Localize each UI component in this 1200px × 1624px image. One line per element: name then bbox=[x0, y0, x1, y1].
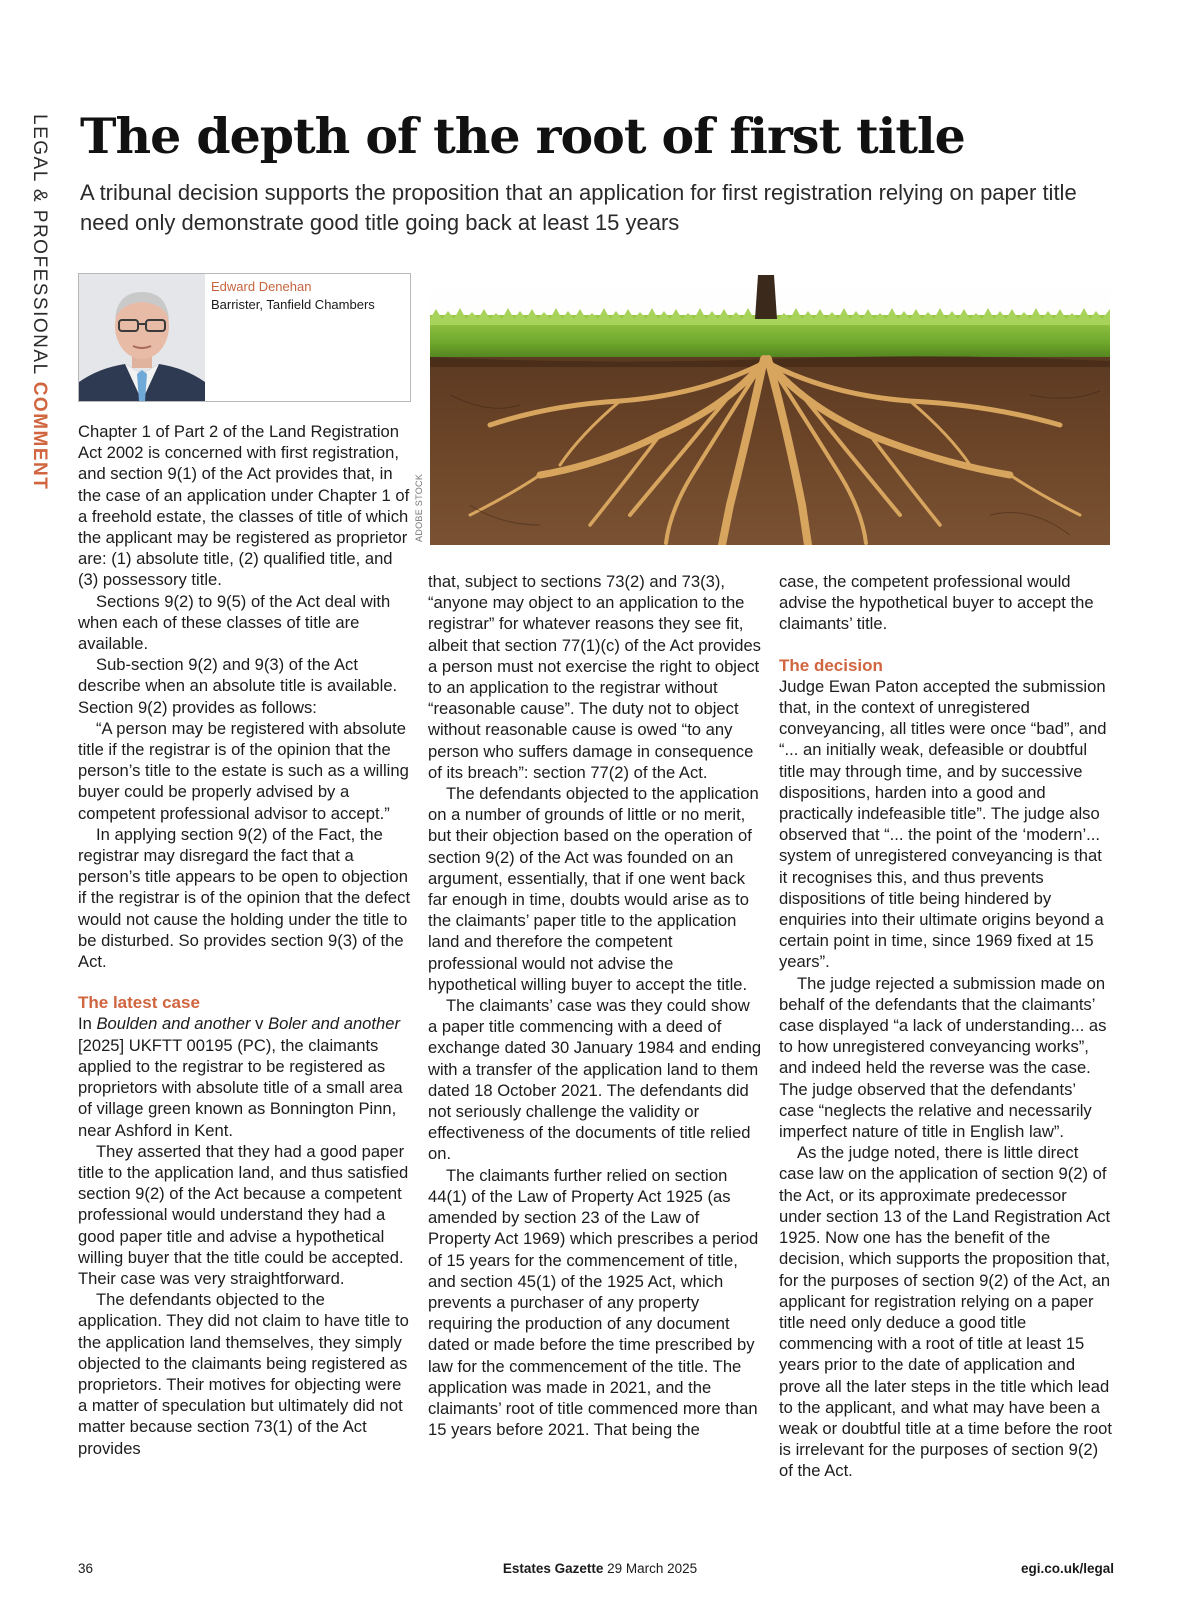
article-title: The depth of the root of first title bbox=[80, 107, 965, 165]
tree-roots-image bbox=[430, 275, 1110, 545]
article-column-3 bbox=[779, 571, 1113, 1482]
section-label-prefix: LEGAL & PROFESSIONAL bbox=[29, 114, 50, 382]
section-heading-decision: The decision bbox=[779, 655, 883, 675]
paragraph: Sections 9(2) to 9(5) of the Act deal with when each of these classes of title are available. bbox=[78, 591, 391, 654]
article-standfirst: A tribunal decision supports the proposition that an application for first registration relying on paper title need only demonstrate good title going back at least 15 years bbox=[80, 180, 1077, 235]
issue-date: 29 March 2025 bbox=[603, 1561, 698, 1576]
paragraph: The defendants objected to the application. They did not claim to have title to the application land themselves, they simply objected to the claimants being registered as proprietors. Their motives for objecting were a matter of speculation but ultimately did not matter because section 73(1) of the Act provides bbox=[78, 1290, 409, 1458]
article-column-2 bbox=[428, 571, 762, 1440]
website-link[interactable]: egi.co.uk/legal bbox=[1020, 1561, 1114, 1576]
text-run: In bbox=[78, 1014, 97, 1034]
paragraph: In applying section 9(2) of the Fact, the registrar may disregard the fact that a person’s title appears to be open to objection if the registrar is of the opinion that the defect would not cause the holding under the title to be disturbed. So provides section 9(3) of the Act. bbox=[78, 824, 411, 972]
section-label bbox=[28, 114, 52, 494]
paragraph: case, the competent professional would advise the hypothetical buyer to accept the claimants’ title. bbox=[779, 572, 1094, 634]
paragraph: that, subject to sections 73(2) and 73(3), “anyone may object to an application to the registrar” for whatever reasons they see fit, albeit that section 77(1)(c) of the Act provides a person must not exercise the right to object to an application to the registrar without “reasonable cause”. The duty not to object without reasonable cause is owed “to any person who suffers damage in consequence of its breach”: section 77(2) of the Act. bbox=[428, 572, 761, 782]
page-number: 36 bbox=[78, 1561, 94, 1576]
paragraph bbox=[78, 1013, 412, 1140]
author-photo bbox=[79, 274, 205, 401]
paragraph: Sub-section 9(2) and 9(3) of the Act describe when an absolute title is available. Section 9(2) provides as follows: bbox=[78, 655, 398, 717]
paragraph: They asserted that they had a good paper title to the application land, and thus satisfied section 9(2) of the Act because a competent professional would understand they had a good paper title and advise a hypothetical willing buyer that the title could be accepted. Their case was very straightforward. bbox=[78, 1141, 409, 1288]
paragraph: The defendants objected to the application on a number of grounds of little or no merit, but their objection based on the operation of section 9(2) of the Act was founded on an argument, essentially, that if one went back far enough in time, doubts would arise as to the claimants’ paper title to the application land and therefore the competent professional would not advise the hypothetical willing buyer to accept the title. bbox=[428, 784, 759, 994]
paragraph: Judge Ewan Paton accepted the submission that, in the context of unregistered conveyancing, all titles were once “bad”, and “... an initially weak, defeasible or doubtful title may through time, and by successive dispositions, harden into a good and practically indefeasible title”. The judge also observed that “... the point of the ‘modern’... system of unregistered conveyancing is that it recognises this, and thus prevents dispositions of title being hindered by enquiries into their ultimate origins beyond a certain point in time, since 1969 fixed at 15 years”. bbox=[779, 676, 1107, 972]
paragraph: The claimants’ case was they could show a paper title commencing with a deed of exchange dated 30 January 1984 and ending with a transfer of the application land to them dated 18 October 2021. The defendants did not seriously challenge the validity or effectiveness of the documents of title relied on. bbox=[428, 996, 762, 1164]
paragraph: The claimants further relied on section 44(1) of the Law of Property Act 1925 (as amended by section 23 of the Law of Property Act 1969) which prescribes a period of 15 years for the commencement of title, and section 45(1) of the 1925 Act, which prevents a purchaser of any property requiring the production of any document dated or made before the time prescribed by law for the commencement of the title. The application was made in 2021, and the claimants’ root of title commenced more than 15 years before 2021. That being the bbox=[428, 1165, 759, 1440]
image-credit bbox=[414, 470, 428, 545]
author-box bbox=[78, 273, 411, 402]
paragraph: As the judge noted, there is little direct case law on the application of section 9(2) of the Act, or its approximate predecessor under section 13 of the Land Registration Act 1925. Now one has the benefit of the decision, which supports the proposition that, for the purposes of section 9(2) of the Act, an applicant for registration relying on a paper title need only deduce a good title commencing with a root of title at least 15 years prior to the date of application and prove all the later steps in the title which lead to the applicant, and what may have been a weak or doubtful title at a time before the root is irrelevant for the purposes of section 9(2) of the Act. bbox=[779, 1143, 1112, 1481]
publication-name: Estates Gazette bbox=[502, 1561, 604, 1576]
case-party-name: Boulden and another bbox=[96, 1014, 251, 1034]
quotation: “A person may be registered with absolute title if the registrar is of the opinion that the person’s title to the estate is such as a willing buyer could be properly advised by a competent professional advisor to accept.” bbox=[78, 718, 409, 823]
image-credit-text: ADOBE STOCK bbox=[414, 473, 424, 542]
author-role: Barrister, Tanfield Chambers bbox=[211, 297, 375, 312]
section-label-accent: COMMENT bbox=[29, 381, 50, 491]
section-heading-latest-case: The latest case bbox=[78, 993, 200, 1013]
paragraph: Chapter 1 of Part 2 of the Land Registration Act 2002 is concerned with first registration, and section 9(1) of the Act provides that, in the case of an application under Chapter 1 of a freehold estate, the classes of title of which the applicant may be registered as proprietor are: (1) absolute title, (2) qualified title, and (3) possessory title. bbox=[78, 422, 410, 590]
text-run: v bbox=[250, 1014, 269, 1034]
case-party-name: Boler and another bbox=[268, 1014, 401, 1034]
author-name: Edward Denehan bbox=[211, 279, 312, 294]
article-column-1 bbox=[78, 421, 412, 1459]
text-run: [2025] UKFTT 00195 (PC), the claimants applied to the registrar to be registered as proprietors with absolute title of a small area of village green known as Bonnington Pinn, near Ashford in Kent. bbox=[78, 1035, 403, 1140]
paragraph: The judge rejected a submission made on behalf of the defendants that the claimants’ case displayed “a lack of understanding... as to how unregistered conveyancing works”, and indeed held the reverse was the case. The judge observed that the defendants’ case “neglects the relative and necessarily imperfect nature of title in English law”. bbox=[779, 973, 1107, 1142]
